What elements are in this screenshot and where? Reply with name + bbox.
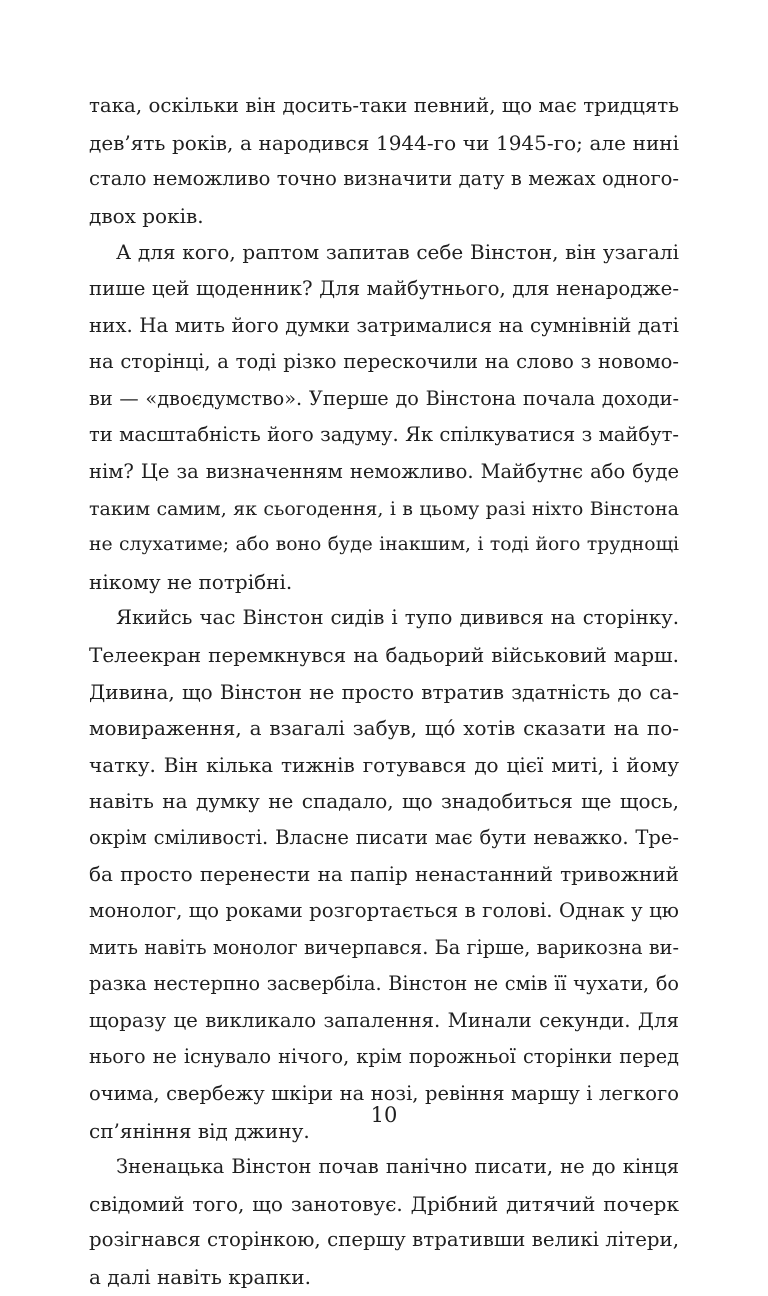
text-line: на сторінці, а тоді різко перескочили на слово з новомо- bbox=[89, 350, 679, 374]
text-line: навіть на думку не спадало, що знадобиться ще щось, bbox=[89, 789, 679, 814]
text-line: очима, свербежу шкіри на нозі, ревіння маршу і легкого bbox=[89, 1082, 679, 1106]
text-line: разка нестерпно засвербіла. Вінстон не смів її чухати, бо bbox=[89, 972, 679, 996]
text-line: Зненацька Вінстон почав панічно писати, не до кінця bbox=[116, 1155, 679, 1179]
text-line: стало неможливо точно визначити дату в межах одного- bbox=[89, 167, 679, 191]
book-page bbox=[89, 88, 679, 1289]
text-line: чатку. Він кілька тижнів готувався до цієї миті, і йому bbox=[89, 752, 679, 777]
text-line: ви — «двоєдумство». Уперше до Вінстона почала доходи- bbox=[89, 386, 679, 410]
text-line: свідомий того, що занотовує. Дрібний дитячий почерк bbox=[89, 1191, 679, 1216]
text-line: ти масштабність його задуму. Як спілкуватися з майбут- bbox=[89, 423, 679, 447]
text-line: ба просто перенести на папір ненастанний тривожний bbox=[89, 862, 679, 887]
text-line: монолог, що роками розгортається в голові. Однак у цю bbox=[89, 899, 679, 923]
text-line: розігнався сторінкою, спершу втративши великі літери, bbox=[89, 1228, 679, 1252]
text-line: нього не існувало нічого, крім порожньої сторінки перед bbox=[89, 1045, 679, 1069]
text-line: мовираження, а взагалі забув, щó хотів сказати на по- bbox=[89, 716, 679, 741]
text-line: Телеекран перемкнувся на бадьорий військовий марш. bbox=[89, 642, 679, 667]
text-line: а далі навіть крапки. bbox=[89, 1265, 311, 1289]
text-line: мить навіть монолог вичерпався. Ба гірше, варикозна ви- bbox=[89, 935, 679, 959]
text-line: не слухатиме; або воно буде інакшим, і тоді його труднощі bbox=[89, 534, 679, 556]
text-line: Дивина, що Вінстон не просто втратив здатність до са- bbox=[89, 679, 679, 704]
text-line: така, оскільки він досить-таки певний, що має тридцять bbox=[89, 94, 679, 117]
text-line: сп’яніння від джину. bbox=[89, 1118, 310, 1143]
text-line: щоразу це викликало запалення. Минали секунди. Для bbox=[89, 1008, 679, 1032]
text-line: них. На мить його думки затрималися на сумнівній даті bbox=[89, 313, 679, 337]
text-line: окрім сміливості. Власне писати має бути неважко. Тре- bbox=[89, 825, 679, 849]
text-line: Якийсь час Вінстон сидів і тупо дивився на сторінку. bbox=[116, 606, 679, 630]
text-line: дев’ять років, а народився 1944-го чи 1945-го; але нині bbox=[89, 130, 679, 155]
text-line: А для кого, раптом запитав себе Вінстон, він узагалі bbox=[116, 240, 679, 265]
text-line: двох років. bbox=[89, 203, 204, 228]
text-line: нім? Це за визначенням неможливо. Майбутнє або буде bbox=[89, 459, 679, 483]
text-line: нікому не потрібні. bbox=[89, 569, 293, 594]
page-number: 10 bbox=[370, 1103, 398, 1127]
text-line: пише цей щоденник? Для майбутнього, для ненароджe- bbox=[89, 276, 679, 300]
text-line: таким самим, як сьогодення, і в цьому разі ніхто Вінстона bbox=[89, 497, 679, 520]
